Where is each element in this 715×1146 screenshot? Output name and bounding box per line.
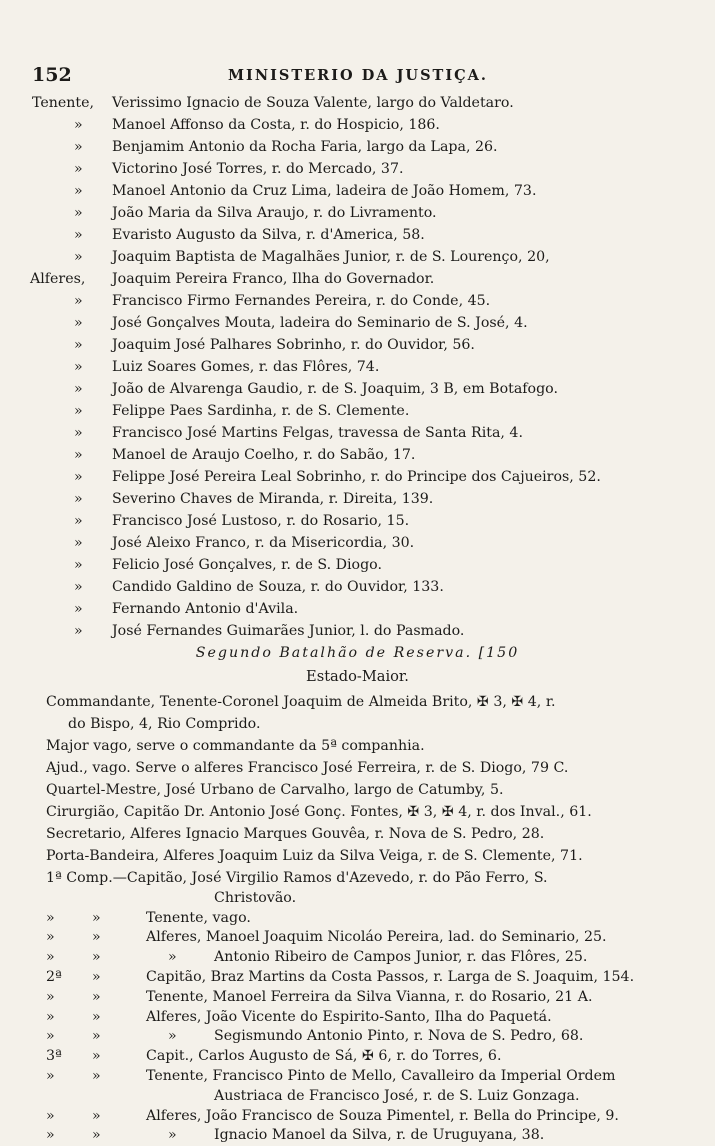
list-item: [0, 620, 715, 642]
rank-label: Tenente,: [32, 95, 95, 111]
list-item: [0, 136, 715, 158]
company-col1: »: [46, 929, 55, 946]
list-item: [0, 92, 715, 114]
company-col1: »: [46, 1028, 55, 1045]
ditto-mark: »: [74, 469, 83, 485]
entry-text: Manoel Affonso da Costa, r. do Hospicio, 186.: [112, 117, 440, 133]
list-item: [0, 532, 715, 554]
staff-entry: Commandante, Tenente-Coronel Joaquim de Almeida Brito, ✠ 3, ✠ 4, r.: [46, 694, 556, 710]
entry-text: Severino Chaves de Miranda, r. Direita, 139.: [112, 491, 434, 507]
rank-label: Alferes,: [30, 271, 86, 287]
ditto-mark: »: [74, 337, 83, 353]
list-item: [0, 114, 715, 136]
ditto-mark: »: [74, 205, 83, 221]
entry-text: Felicio José Gonçalves, r. de S. Diogo.: [112, 557, 382, 573]
ditto-mark: »: [74, 381, 83, 397]
company-entry: Tenente, Manoel Ferreira da Silva Vianna, r. do Rosario, 21 A.: [146, 988, 593, 1005]
entry-text: Luiz Soares Gomes, r. das Flôres, 74.: [112, 359, 380, 375]
entry-text: Joaquim Baptista de Magalhães Junior, r. de S. Lourenço, 20,: [112, 249, 550, 265]
section-subtitle: Estado-Maior.: [306, 668, 409, 685]
company-entry: 1ª Comp.—Capitão, José Virgilio Ramos d'Azevedo, r. do Pão Ferro, S.: [46, 870, 548, 886]
entry-text: Benjamim Antonio da Rocha Faria, largo da Lapa, 26.: [112, 139, 498, 155]
staff-entry: Quartel-Mestre, José Urbano de Carvalho, largo de Catumby, 5.: [46, 782, 504, 798]
list-item: [0, 224, 715, 246]
entry-text: Fernando Antonio d'Avila.: [112, 601, 299, 617]
list-item: [0, 158, 715, 180]
company-col2: »: [92, 1008, 101, 1025]
staff-entry: Ajud., vago. Serve o alferes Francisco José Ferreira, r. de S. Diogo, 79 C.: [46, 760, 569, 776]
company-entry: Ignacio Manoel da Silva, r. de Uruguyana, 38.: [214, 1127, 545, 1144]
page-header: [28, 64, 688, 88]
ditto-mark: »: [74, 249, 83, 265]
list-item: [0, 488, 715, 510]
company-col1: »: [46, 909, 55, 926]
list-item: [0, 246, 715, 268]
company-col1: »: [46, 988, 55, 1005]
list-item: [0, 312, 715, 334]
ditto-mark: »: [74, 161, 83, 177]
ditto-mark: »: [74, 513, 83, 529]
list-item: [0, 598, 715, 620]
company-col1: 3ª: [46, 1048, 62, 1065]
ditto-mark: »: [74, 293, 83, 309]
list-item: [0, 576, 715, 598]
entry-text: Felippe Paes Sardinha, r. de S. Clemente.: [112, 403, 410, 419]
company-col2: »: [92, 929, 101, 946]
list-item: [0, 444, 715, 466]
company-col3: »: [168, 1127, 177, 1144]
ditto-mark: »: [74, 601, 83, 617]
staff-entry: Porta-Bandeira, Alferes Joaquim Luiz da Silva Veiga, r. de S. Clemente, 71.: [46, 848, 583, 864]
staff-entry: Secretario, Alferes Ignacio Marques Gouvêa, r. Nova de S. Pedro, 28.: [46, 826, 545, 842]
company-col3: »: [168, 949, 177, 966]
entry-text: Francisco José Martins Felgas, travessa de Santa Rita, 4.: [112, 425, 523, 441]
company-col3: »: [168, 1028, 177, 1045]
company-entry-continuation: Christovão.: [214, 889, 297, 906]
list-item: [0, 334, 715, 356]
staff-entry-continuation: do Bispo, 4, Rio Comprido.: [68, 716, 261, 732]
ditto-mark: »: [74, 425, 83, 441]
company-entry: Capitão, Braz Martins da Costa Passos, r. Larga de S. Joaquim, 154.: [146, 969, 635, 985]
company-col2: »: [92, 1048, 101, 1065]
company-col2: »: [92, 988, 101, 1005]
company-entry: Tenente, vago.: [146, 909, 251, 926]
entry-text: Victorino José Torres, r. do Mercado, 37.: [112, 161, 404, 177]
company-entry: Antonio Ribeiro de Campos Junior, r. das Flôres, 25.: [214, 949, 588, 966]
company-entry-continuation: Austriaca de Francisco José, r. de S. Luiz Gonzaga.: [214, 1087, 580, 1104]
entry-text: Verissimo Ignacio de Souza Valente, largo do Valdetaro.: [112, 95, 514, 111]
entry-text: José Aleixo Franco, r. da Misericordia, 30.: [112, 535, 415, 551]
entry-text: Evaristo Augusto da Silva, r. d'America, 58.: [112, 227, 425, 243]
ditto-mark: »: [74, 491, 83, 507]
company-col2: »: [92, 1028, 101, 1045]
entry-text: Francisco José Lustoso, r. do Rosario, 15.: [112, 513, 410, 529]
staff-entry: Major vago, serve o commandante da 5ª companhia.: [46, 738, 425, 754]
entry-text: João de Alvarenga Gaudio, r. de S. Joaquim, 3 B, em Botafogo.: [112, 381, 558, 397]
list-item: [0, 356, 715, 378]
ditto-mark: »: [74, 359, 83, 375]
entry-text: José Fernandes Guimarães Junior, l. do Pasmado.: [112, 623, 465, 639]
entry-text: João Maria da Silva Araujo, r. do Livramento.: [112, 205, 437, 221]
list-item: [0, 510, 715, 532]
page-number: 152: [32, 64, 72, 86]
ditto-mark: »: [74, 557, 83, 573]
ditto-mark: »: [74, 227, 83, 243]
company-col2: »: [92, 1107, 101, 1124]
ditto-mark: »: [74, 139, 83, 155]
entry-text: Joaquim Pereira Franco, Ilha do Governador.: [112, 271, 435, 287]
list-item: [0, 554, 715, 576]
company-col1: »: [46, 949, 55, 966]
ditto-mark: »: [74, 623, 83, 639]
company-col1: »: [46, 1127, 55, 1144]
ditto-mark: »: [74, 315, 83, 331]
entry-text: Francisco Firmo Fernandes Pereira, r. do Conde, 45.: [112, 293, 491, 309]
entry-text: Manoel Antonio da Cruz Lima, ladeira de João Homem, 73.: [112, 183, 537, 199]
ditto-mark: »: [74, 447, 83, 463]
company-col2: »: [92, 1068, 101, 1084]
list-item: [0, 378, 715, 400]
list-item: [0, 180, 715, 202]
company-col1: »: [46, 1107, 55, 1124]
company-col2: »: [92, 969, 101, 985]
company-col2: »: [92, 949, 101, 966]
company-col1: »: [46, 1068, 55, 1084]
entry-text: Candido Galdino de Souza, r. do Ouvidor, 133.: [112, 579, 444, 595]
ditto-mark: »: [74, 117, 83, 133]
company-col1: »: [46, 1008, 55, 1025]
staff-entry: Cirurgião, Capitão Dr. Antonio José Gonç. Fontes, ✠ 3, ✠ 4, r. dos Inval., 61.: [46, 804, 592, 820]
company-entry: Alferes, João Vicente do Espirito-Santo, Ilha do Paquetá.: [146, 1008, 552, 1025]
list-item: [0, 422, 715, 444]
ditto-mark: »: [74, 535, 83, 551]
company-col1: 2ª: [46, 969, 62, 985]
list-item: [0, 202, 715, 224]
company-entry: Tenente, Francisco Pinto de Mello, Cavalleiro da Imperial Ordem: [146, 1068, 616, 1084]
company-entry: Alferes, Manoel Joaquim Nicoláo Pereira, lad. do Seminario, 25.: [146, 929, 607, 946]
section-title: Segundo Batalhão de Reserva. [150: [195, 645, 520, 661]
company-col2: »: [92, 1127, 101, 1144]
company-col2: »: [92, 909, 101, 926]
list-item: [0, 268, 715, 290]
ditto-mark: »: [74, 403, 83, 419]
list-item: [0, 290, 715, 312]
ditto-mark: »: [74, 183, 83, 199]
page-title: MINISTERIO DA JUSTIÇA.: [228, 67, 488, 84]
entry-text: José Gonçalves Mouta, ladeira do Seminario de S. José, 4.: [112, 315, 528, 331]
entry-text: Joaquim José Palhares Sobrinho, r. do Ouvidor, 56.: [112, 337, 475, 353]
ditto-mark: »: [74, 579, 83, 595]
list-item: [0, 466, 715, 488]
company-entry: Capit., Carlos Augusto de Sá, ✠ 6, r. do Torres, 6.: [146, 1048, 502, 1065]
company-entry: Alferes, João Francisco de Souza Pimentel, r. Bella do Principe, 9.: [146, 1107, 619, 1124]
entry-text: Manoel de Araujo Coelho, r. do Sabão, 17.: [112, 447, 416, 463]
entry-text: Felippe José Pereira Leal Sobrinho, r. do Principe dos Cajueiros, 52.: [112, 469, 601, 485]
company-entry: Segismundo Antonio Pinto, r. Nova de S. Pedro, 68.: [214, 1028, 584, 1045]
list-item: [0, 400, 715, 422]
